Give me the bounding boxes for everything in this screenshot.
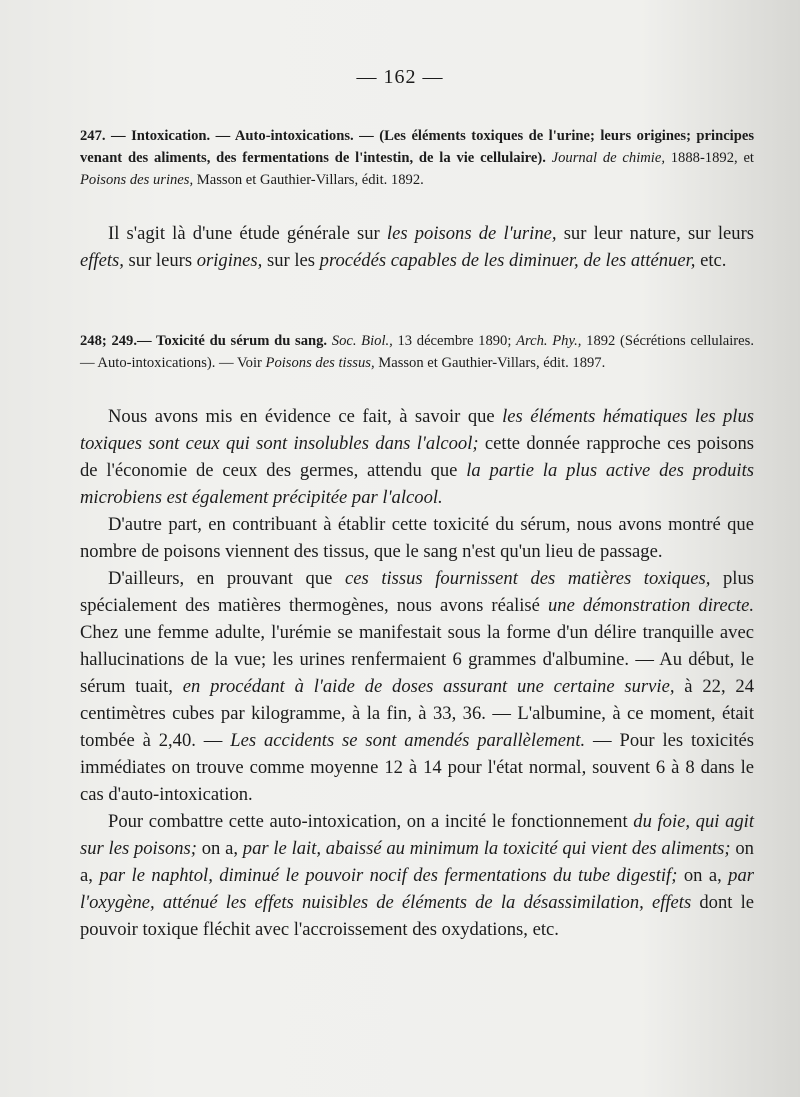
text-run: sur leur nature, sur leurs [556,223,754,244]
italic-run: une démonstration directe. [547,595,754,616]
book-title: Poisons des tissus, [265,355,375,371]
italic-run: effets, [80,250,124,271]
text-run: Chez une femme adulte, l'urémie se manifestait sous la forme d'un délire tranquille avec hallucinations de la vue; les urines renfermaient 6 grammes d'albumine. — Au début, le sérum tuait, [80,622,754,697]
paragraph-247 [80,220,754,274]
text-run: Nous avons mis en évidence ce fait, à savoir que [108,406,503,427]
entry-number: 248; 249. [80,333,137,349]
journal-name: Journal de chimie, [551,150,665,166]
text-run: sur les [262,250,320,271]
bibliography-entry-247 [80,125,754,191]
italic-run: en procédant à l'aide de doses assurant une certaine survie, [182,676,675,697]
italic-run: ces tissus fournissent des matières toxiques, [345,568,711,589]
text-run: plus spécialement des matières thermogènes, nous avons réalisé [80,568,754,616]
entry-years: 1888-1892, et [664,150,754,166]
italic-run: les éléments hématiques les plus toxiques sont ceux qui sont insolubles dans l'alcool; [80,406,755,454]
paragraph [80,808,754,943]
text-run: D'ailleurs, en prouvant que [108,568,345,589]
text-run: on a, [80,838,754,886]
entry-publisher: Masson et Gauthier-Villars, édit. 1892. [193,172,424,188]
paragraph [80,403,754,511]
book-title: Poisons des urines, [80,172,194,188]
bibliography-entry-248 [80,330,754,374]
italic-run: par le lait, abaissé au minimum la toxicité qui vient des aliments; [242,838,731,859]
italic-run: procédés capables de les diminuer, de les atténuer, [319,250,696,271]
text-run: on a, [196,838,243,859]
journal-name: Arch. Phy., [516,333,582,349]
italic-run: Les accidents se sont amendés parallèlement. [230,730,586,751]
italic-run: la partie la plus active des produits microbiens est également précipitée par l'alcool. [80,460,754,508]
entry-number: 247. [80,128,106,144]
entry-title: — Toxicité du sérum du sang. [136,333,328,349]
paragraph [80,565,754,808]
text-run: on a, [677,865,729,886]
text-run: cette donnée rapproche ces poisons de l'économie de ceux des germes, attendu que [80,433,754,481]
italic-run: du foie, qui agit sur les poisons; [80,811,754,859]
text-run: Il s'agit là d'une étude générale sur [108,223,387,244]
paragraphs-248 [80,403,754,943]
entry-date: 13 décembre 1890; [392,333,517,349]
text-run: dont le pouvoir toxique fléchit avec l'accroissement des oxydations, etc. [80,892,754,940]
italic-run: origines, [196,250,263,271]
text-run: à 22, 24 centimètres cubes par kilogramme, à la fin, à 33, 36. — L'albumine, à ce moment, était tombée à 2,40. — [80,676,754,751]
page-number: — 162 — [356,66,444,88]
entry-title: — Intoxication. — Auto-intoxications. — (Les éléments toxiques de l'urine; leurs origines; principes venant des aliments, des fermentations de l'intestin, de la vie cellulaire). [80,128,754,166]
text-run: sur leurs [123,250,197,271]
italic-run: les poisons de l'urine, [386,223,557,244]
journal-name: Soc. Biol., [327,333,393,349]
entry-years: 1892 (Sécrétions cellulaires. — Auto-intoxications). — Voir [80,333,754,371]
paragraph [80,220,754,274]
text-run: etc. [695,250,727,271]
text-run: — Pour les toxicités immédiates on trouve comme moyenne 12 à 14 pour l'état normal, souvent 6 à 8 dans le cas d'auto-intoxication. [80,730,755,805]
italic-run: par le naphtol, diminué le pouvoir nocif des fermentations du tube digestif; [99,865,678,886]
text-run: Pour combattre cette auto-intoxication, on a incité le fonctionnement [108,811,634,832]
entry-publisher: Masson et Gauthier-Villars, édit. 1897. [374,355,606,371]
italic-run: par l'oxygène, atténué les effets nuisibles de éléments de la désassimilation, effets [80,865,754,913]
paragraph: D'autre part, en contribuant à établir cette toxicité du sérum, nous avons montré que nombre de poisons viennent des tissus, que le sang n'est qu'un lieu de passage. [80,514,754,562]
